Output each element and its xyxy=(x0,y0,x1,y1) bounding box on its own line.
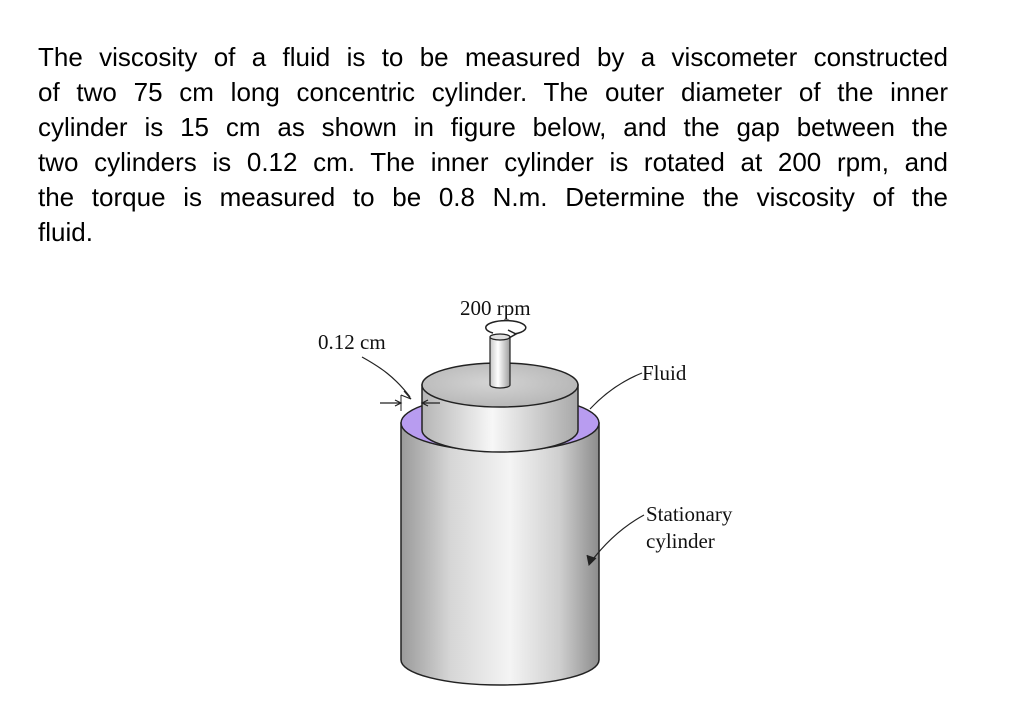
viscometer-diagram xyxy=(300,285,780,705)
problem-line-6: fluid. xyxy=(38,217,93,247)
problem-statement xyxy=(38,40,948,250)
fluid-label: Fluid xyxy=(642,361,687,385)
problem-line-3: cylinder is 15 cm as shown in figure below, and the gap between the xyxy=(38,112,948,142)
problem-line-4: two cylinders is 0.12 cm. The inner cylinder is rotated at 200 rpm, and xyxy=(38,147,948,177)
problem-line-2: of two 75 cm long concentric cylinder. The outer diameter of the inner xyxy=(38,77,948,107)
fluid-leader xyxy=(590,373,642,409)
shaft xyxy=(490,334,510,388)
gap-label: 0.12 cm xyxy=(318,330,386,354)
viscometer-figure xyxy=(300,285,780,705)
problem-line-5: the torque is measured to be 0.8 N.m. Determine the viscosity of the xyxy=(38,182,948,212)
stationary-cylinder xyxy=(401,423,599,685)
speed-label: 200 rpm xyxy=(460,296,531,320)
stationary-label-line1: Stationary xyxy=(646,502,733,526)
problem-line-1: The viscosity of a fluid is to be measured by a viscometer constructed xyxy=(38,42,948,72)
stationary-label-line2: cylinder xyxy=(646,529,715,553)
